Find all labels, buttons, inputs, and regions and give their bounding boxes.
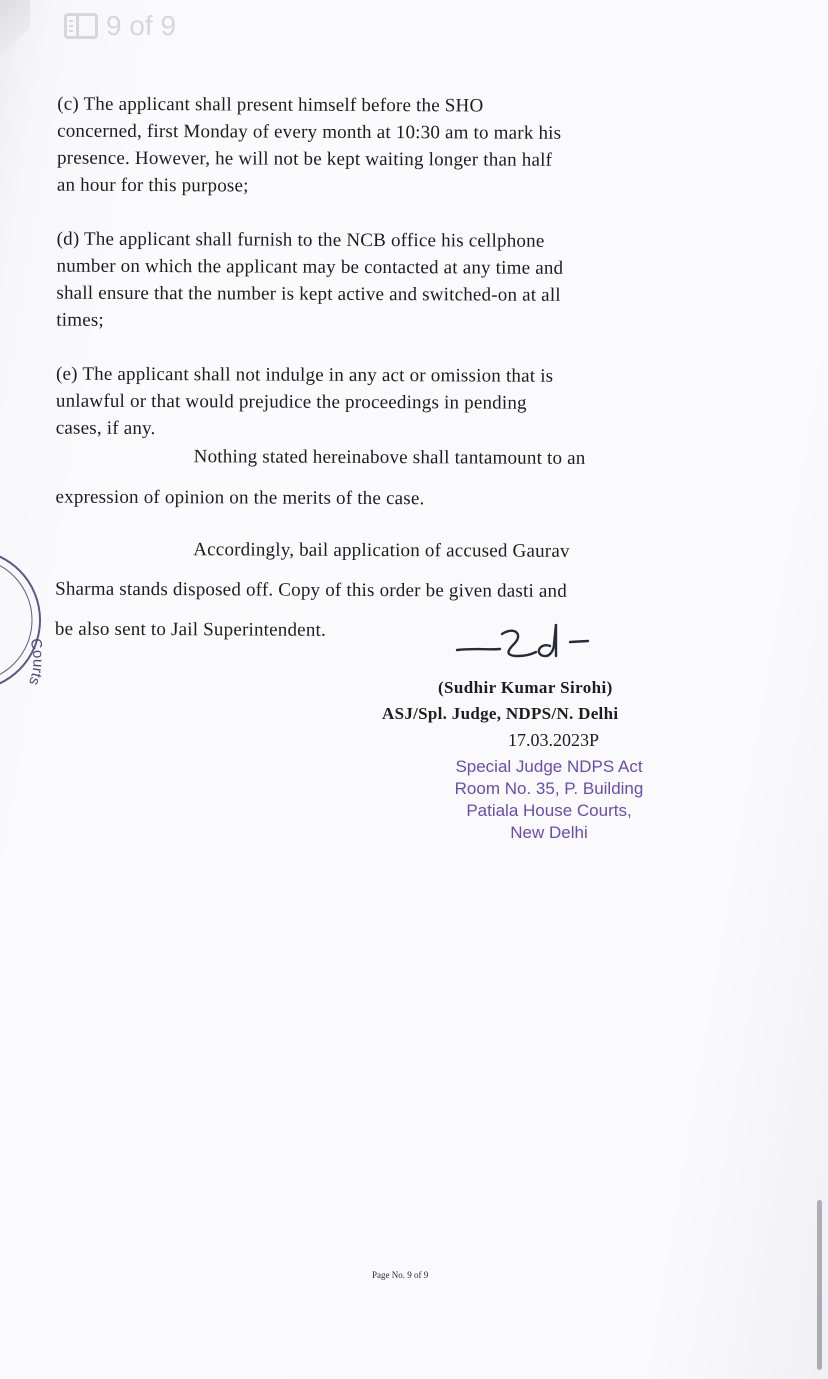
opinion-paragraph xyxy=(55,443,691,514)
svg-text:Courts xyxy=(25,637,47,688)
condition-d-line: times; xyxy=(56,309,104,331)
stamp-line: Special Judge NDPS Act xyxy=(455,757,643,776)
order-text xyxy=(55,91,694,680)
condition-c-line: concerned, first Monday of every month at 10:30 am to mark his xyxy=(57,120,562,144)
opinion-line: expression of opinion on the merits of the case. xyxy=(55,486,425,510)
condition-e-line: (e) The applicant shall not indulge in any act or omission that is xyxy=(55,363,554,387)
stamp-line: Room No. 35, P. Building xyxy=(454,779,644,798)
condition-c-line: (c) The applicant shall present himself before the SHO xyxy=(57,93,484,117)
disposal-line: be also sent to Jail Superintendent. xyxy=(54,618,327,641)
condition-d xyxy=(56,226,692,337)
page-number: Page No. 9 of 9 xyxy=(372,1270,429,1280)
condition-d-line: shall ensure that the number is kept active and switched-on at all xyxy=(56,282,561,306)
page-fold xyxy=(0,0,30,57)
condition-c-line: presence. However, he will not be kept waiting longer than half xyxy=(56,147,553,171)
disposal-line: Sharma stands disposed off. Copy of this order be given dasti and xyxy=(55,578,568,602)
page-indicator-label: 9 of 9 xyxy=(106,10,177,41)
condition-d-line: (d) The applicant shall furnish to the NCB office his cellphone xyxy=(56,228,545,252)
condition-e-line: cases, if any. xyxy=(55,417,156,440)
stamp-line: New Delhi xyxy=(510,823,588,842)
scrollbar[interactable] xyxy=(817,1200,822,1370)
sidebar-toggle-icon[interactable] xyxy=(64,13,98,39)
seal-text-bottom: Courts xyxy=(25,636,47,688)
condition-c-line: an hour for this purpose; xyxy=(56,174,249,197)
order-date: 17.03.2023P xyxy=(508,730,600,750)
judge-name: (Sudhir Kumar Sirohi) xyxy=(438,678,613,697)
condition-d-line: number on which the applicant may be contacted at any time and xyxy=(56,255,564,279)
disposal-line: Accordingly, bail application of accused Gaurav xyxy=(193,539,570,562)
condition-e xyxy=(56,361,692,445)
condition-e-line: unlawful or that would prejudice the proceedings in pending xyxy=(55,390,527,414)
opinion-line: Nothing stated hereinabove shall tantamount to an xyxy=(193,446,586,469)
condition-c xyxy=(57,91,693,202)
judge-title: ASJ/Spl. Judge, NDPS/N. Delhi xyxy=(382,704,619,723)
page-indicator[interactable] xyxy=(64,10,176,42)
court-stamp xyxy=(434,756,664,844)
stamp-line: Patiala House Courts, xyxy=(466,801,632,820)
handwritten-signature xyxy=(452,620,602,670)
